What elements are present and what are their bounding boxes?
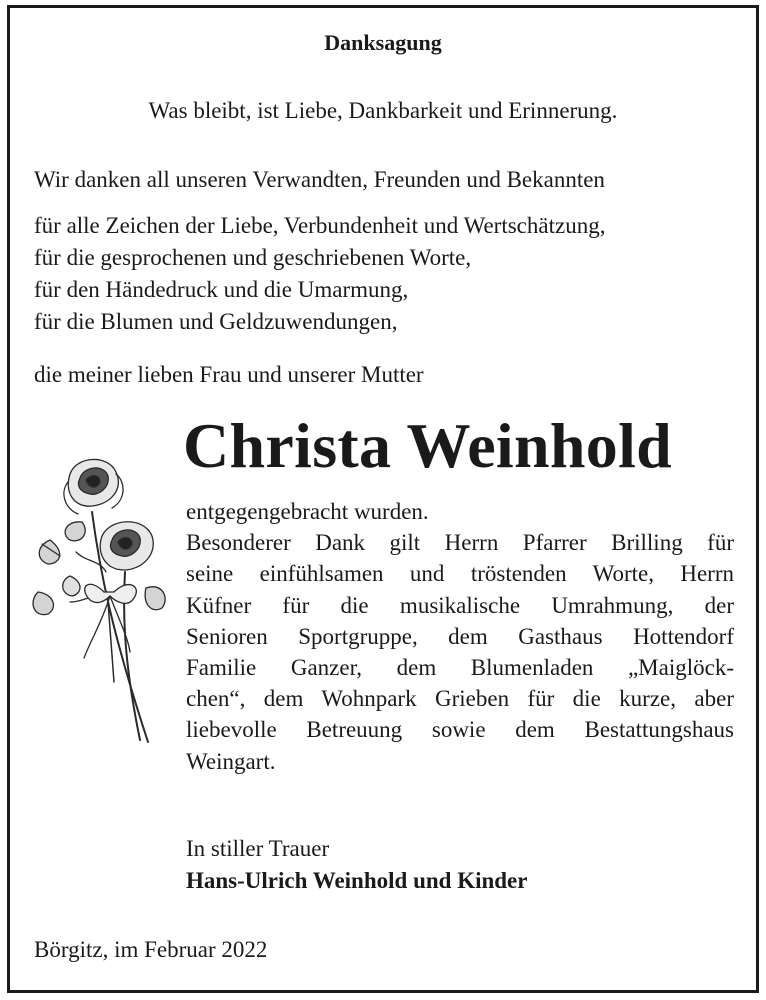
body-line: entgegengebracht wurden. (186, 499, 429, 524)
intro-line: Wir danken all unseren Verwandten, Freunden und Bekannten (34, 167, 605, 192)
notice-title: Danksagung (324, 30, 442, 55)
reason-line: für die gesprochenen und geschriebenen Worte, (34, 245, 472, 270)
deceased-name: Christa Weinhold (183, 410, 673, 481)
body-line: Familie Ganzer, dem Blumenladen „Maiglöck- (186, 654, 734, 680)
motto: Was bleibt, ist Liebe, Dankbarkeit und Erinnerung. (148, 98, 618, 123)
body-line: seine einfühlsamen und tröstenden Worte, Herrn (186, 561, 734, 587)
reason-line: für alle Zeichen der Liebe, Verbundenheit und Wertschätzung, (34, 213, 606, 238)
mourning-line: In stiller Trauer (186, 836, 330, 861)
body-line: Weingart. (186, 748, 276, 774)
body-line: Küfner für die musikalische Umrahmung, der (186, 592, 734, 618)
place-date: Börgitz, im Februar 2022 (34, 937, 268, 962)
body-line: Senioren Sportgruppe, dem Gasthaus Hottendorf (186, 623, 734, 649)
lead-line: die meiner lieben Frau und unserer Mutter (34, 362, 424, 387)
reason-line: für die Blumen und Geldzuwendungen, (34, 309, 398, 334)
body-line: Besonderer Dank gilt Herrn Pfarrer Brilling für (186, 530, 734, 556)
reason-line: für den Händedruck und die Umarmung, (34, 277, 409, 302)
body-text (186, 496, 734, 777)
body-line: chen“, dem Wohnpark Grieben für die kurze, aber (186, 686, 734, 712)
signatories: Hans-Ulrich Weinhold und Kinder (186, 868, 528, 893)
roses-illustration (30, 452, 170, 752)
body-line: liebevolle Betreuung sowie dem Bestattungshaus (186, 717, 734, 743)
